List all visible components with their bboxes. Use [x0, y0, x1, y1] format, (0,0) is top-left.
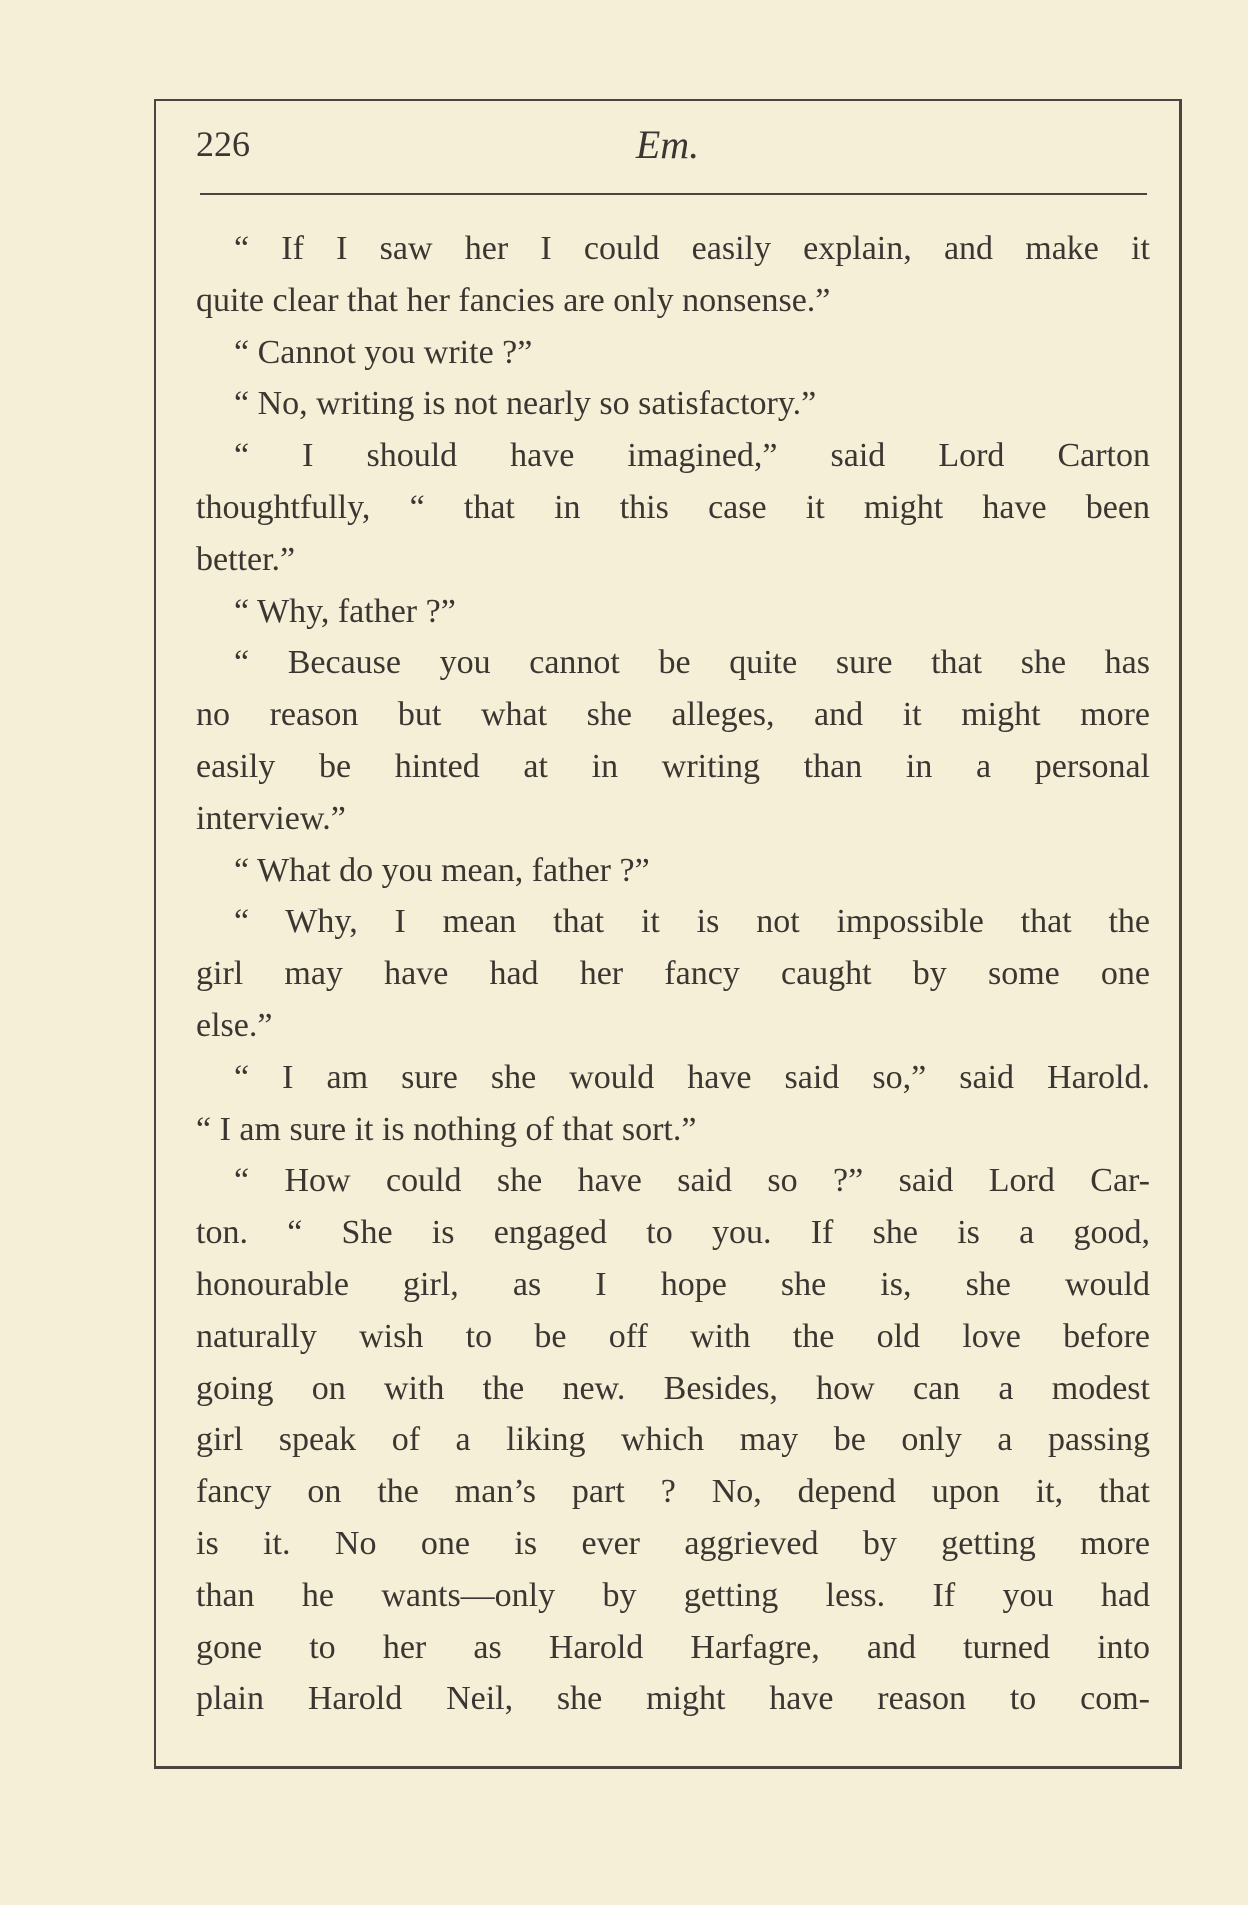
text-line: “ Why, I mean that it is not impossible that the — [234, 903, 1150, 941]
text-line: honourable girl, as I hope she is, she would — [196, 1265, 1150, 1303]
header-rule — [200, 193, 1147, 195]
text-line: fancy on the man’s part ? No, depend upon it, that — [196, 1473, 1150, 1511]
page-frame — [154, 99, 1182, 1769]
body-text — [196, 223, 1150, 1725]
text-line: than he wants—only by getting less. If you had — [196, 1576, 1150, 1614]
page-number: 226 — [196, 124, 250, 164]
text-line: else.” — [196, 1006, 273, 1044]
text-line: “ I am sure it is nothing of that sort.” — [196, 1110, 697, 1148]
text-line: “ No, writing is not nearly so satisfactory.” — [234, 385, 817, 423]
text-line: no reason but what she alleges, and it might more — [196, 696, 1150, 734]
text-line: plain Harold Neil, she might have reason to com- — [196, 1680, 1150, 1718]
text-line: “ I am sure she would have said so,” said Harold. — [234, 1058, 1150, 1096]
text-line: “ Cannot you write ?” — [234, 333, 533, 371]
text-line: “ I should have imagined,” said Lord Carton — [234, 437, 1150, 475]
text-line: ton. “ She is engaged to you. If she is a good, — [196, 1214, 1150, 1252]
running-title: Em. — [635, 122, 700, 167]
text-line: “ How could she have said so ?” said Lord Car- — [234, 1162, 1150, 1200]
text-line: girl may have had her fancy caught by some one — [196, 955, 1150, 993]
text-line: gone to her as Harold Harfagre, and turned into — [196, 1628, 1150, 1666]
text-line: “ Why, father ?” — [234, 592, 456, 630]
text-line: girl speak of a liking which may be only a passing — [196, 1421, 1150, 1459]
text-line: easily be hinted at in writing than in a personal — [196, 747, 1150, 785]
text-line: thoughtfully, “ that in this case it might have been — [196, 488, 1150, 526]
text-line: “ Because you cannot be quite sure that she has — [234, 644, 1150, 682]
text-line: quite clear that her fancies are only nonsense.” — [196, 281, 831, 319]
text-line: going on with the new. Besides, how can a modest — [196, 1369, 1150, 1407]
text-line: is it. No one is ever aggrieved by getting more — [196, 1524, 1150, 1562]
text-line: interview.” — [196, 799, 346, 837]
text-line: naturally wish to be off with the old love before — [196, 1317, 1150, 1355]
text-line: “ What do you mean, father ?” — [234, 851, 650, 889]
text-line: better.” — [196, 540, 296, 578]
text-line: “ If I saw her I could easily explain, and make it — [234, 230, 1150, 267]
